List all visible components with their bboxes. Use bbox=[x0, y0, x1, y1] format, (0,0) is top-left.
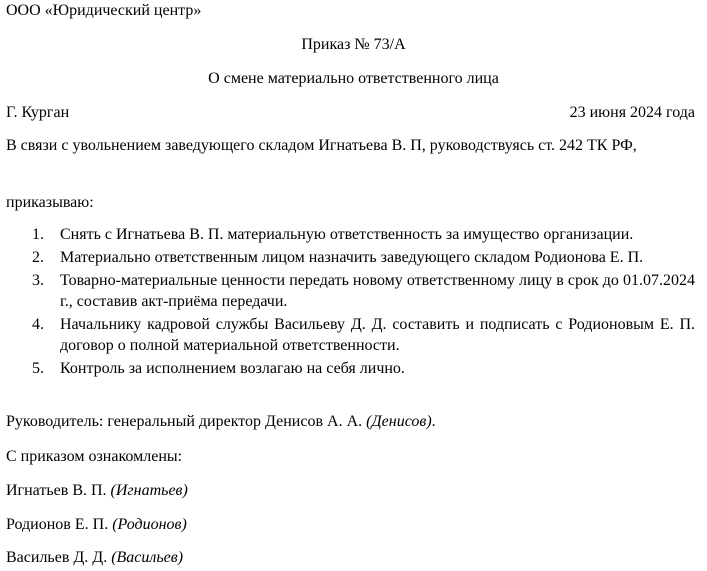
acquainted-signature: (Игнатьев) bbox=[110, 482, 188, 499]
order-title: Приказ № 73/А bbox=[301, 36, 406, 53]
acquainted-label: С приказом ознакомлены: bbox=[6, 448, 183, 465]
head-signature-end: . bbox=[431, 413, 436, 430]
item-number: 2. bbox=[32, 249, 44, 266]
order-date: 23 июня 2024 года bbox=[569, 104, 695, 121]
acquainted-row bbox=[6, 515, 187, 535]
head-position: Руководитель: генеральный директор Денисов А. А. bbox=[6, 413, 367, 430]
head-signature-line bbox=[6, 412, 436, 432]
acquainted-signature: (Васильев) bbox=[111, 549, 184, 566]
acquainted-name: Родионов Е. П. bbox=[6, 516, 113, 533]
list-item bbox=[6, 224, 695, 245]
item-text: Начальнику кадровой службы Васильеву Д. Д. составить и подписать с Родионовым Е. П. договор о полной материальной ответственности. bbox=[60, 316, 695, 354]
organization-name: ООО «Юридический центр» bbox=[6, 2, 202, 19]
item-number: 3. bbox=[32, 272, 44, 289]
list-item bbox=[6, 358, 695, 379]
item-number: 1. bbox=[32, 226, 44, 243]
list-item bbox=[6, 247, 695, 268]
list-item bbox=[6, 314, 695, 356]
item-text: Контроль за исполнением возлагаю на себя лично. bbox=[60, 360, 405, 377]
item-text: Снять с Игнатьева В. П. материальную ответственность за имущество организации. bbox=[60, 226, 634, 243]
order-word: приказываю: bbox=[6, 194, 94, 211]
acquainted-row bbox=[6, 548, 183, 568]
order-subject: О смене материально ответственного лица bbox=[208, 70, 499, 87]
list-item bbox=[6, 270, 695, 312]
item-text: Материально ответственным лицом назначить заведующего складом Родионова Е. П. bbox=[60, 249, 644, 266]
order-items-list bbox=[6, 224, 695, 381]
city: Г. Курган bbox=[6, 104, 70, 121]
item-number: 4. bbox=[32, 316, 44, 333]
acquainted-signature: (Родионов) bbox=[112, 516, 187, 533]
head-signature: (Денисов) bbox=[366, 413, 432, 430]
preamble: В связи с увольнением заведующего складом Игнатьева В. П, руководствуясь ст. 242 ТК РФ, bbox=[6, 137, 637, 154]
item-text: Товарно-материальные ценности передать новому ответственному лицу в срок до 01.07.2024 г., составив акт-приёма передачи. bbox=[60, 272, 695, 310]
acquainted-name: Васильев Д. Д. bbox=[6, 549, 112, 566]
item-number: 5. bbox=[32, 360, 44, 377]
acquainted-row bbox=[6, 481, 188, 501]
acquainted-name: Игнатьев В. П. bbox=[6, 482, 111, 499]
